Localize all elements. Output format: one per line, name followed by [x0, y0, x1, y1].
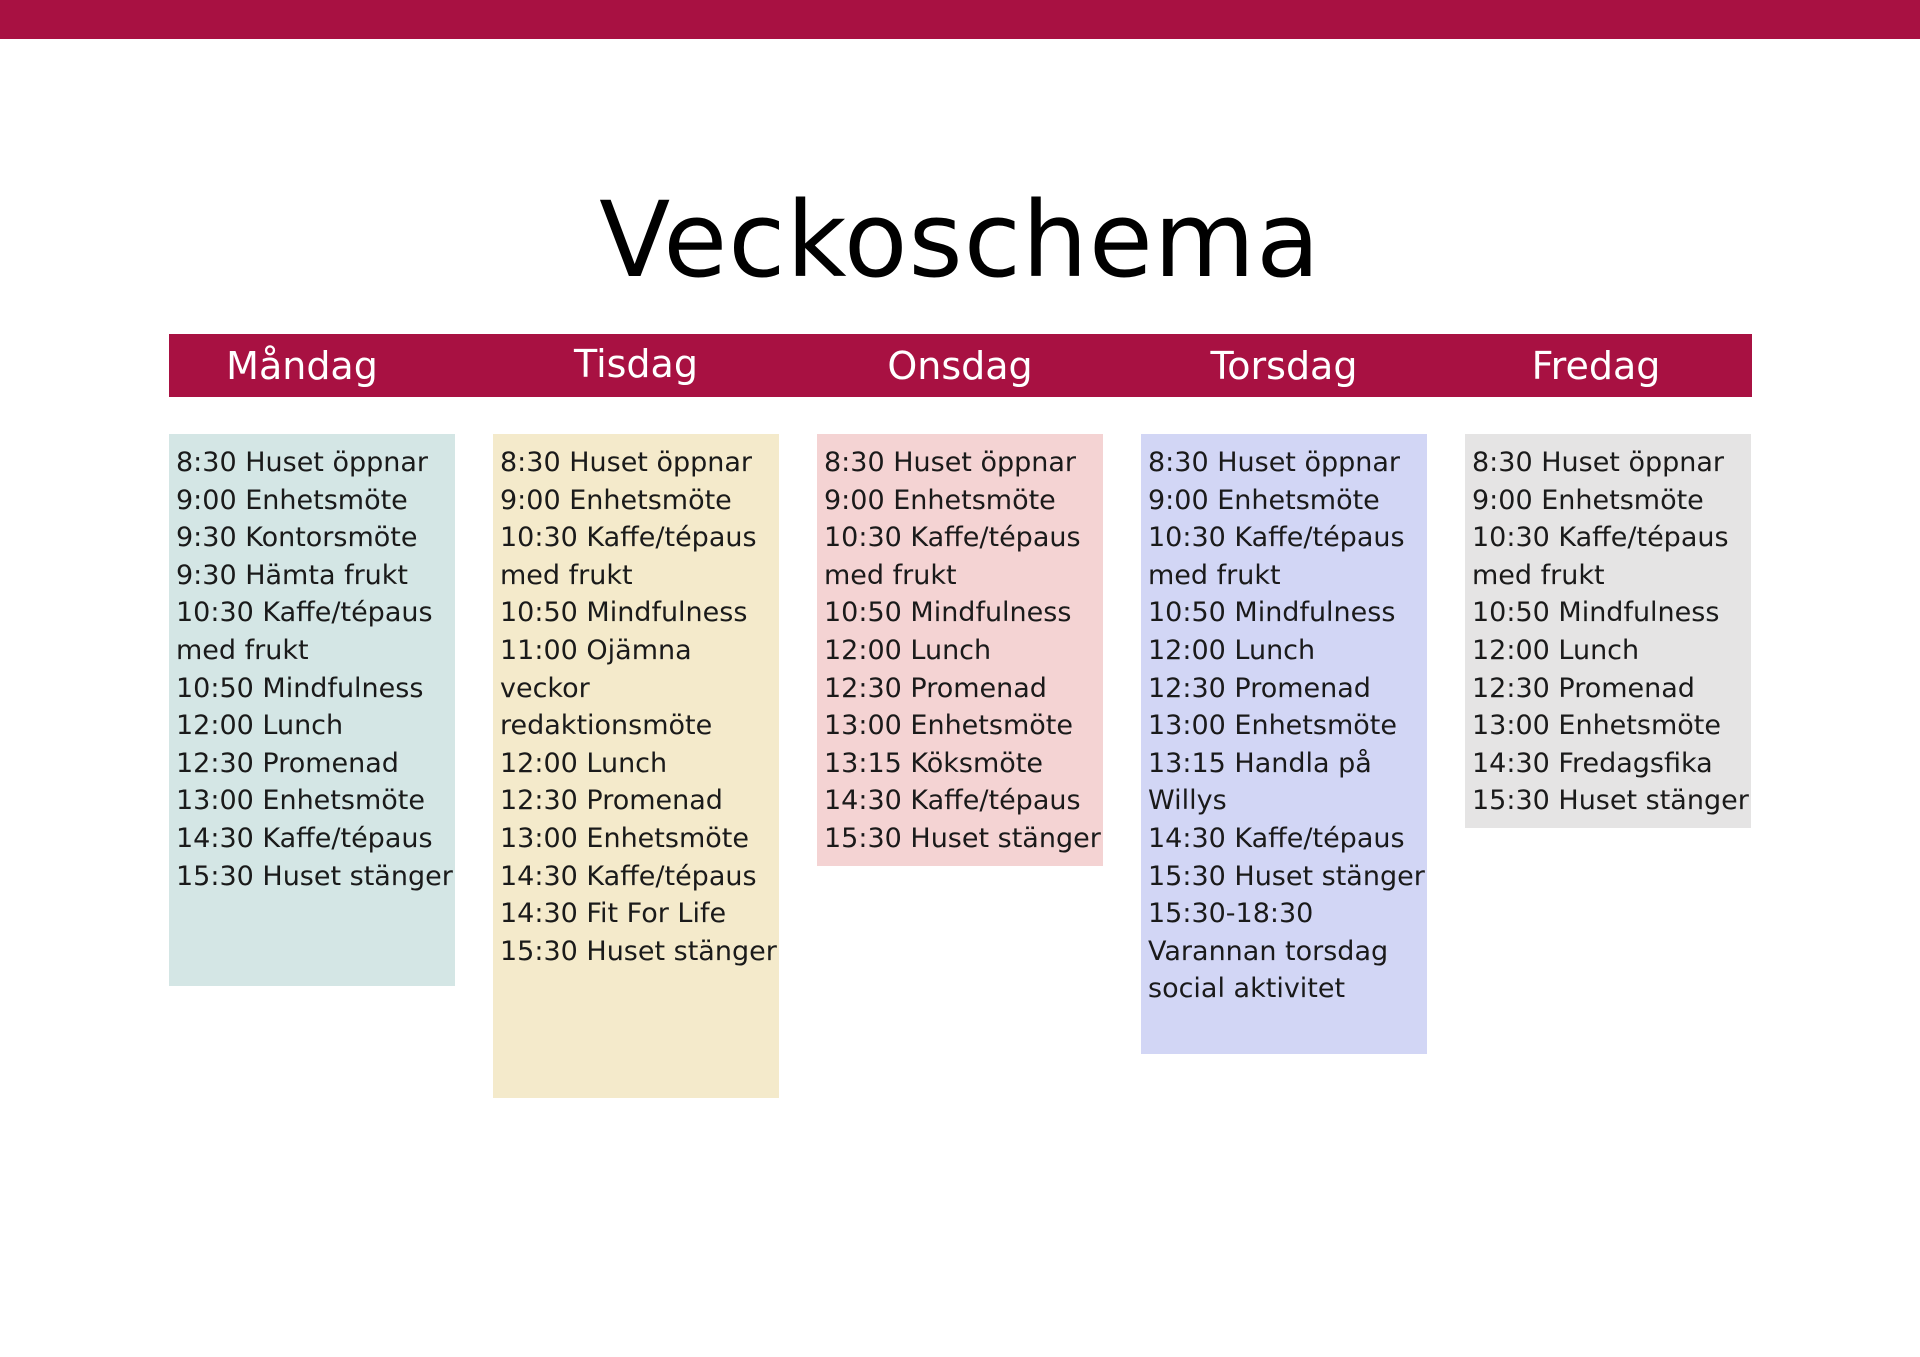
- schedule-entry: 8:30 Huset öppnar: [1148, 447, 1401, 478]
- schedule-entry: 10:50 Mindfulness: [1148, 597, 1396, 629]
- schedule-entry: 12:00 Lunch: [824, 634, 992, 666]
- schedule-entry: med frukt: [176, 634, 309, 666]
- schedule-entry: med frukt: [1148, 559, 1281, 591]
- schedule-entry: 10:30 Kaffe/tépaus: [176, 597, 433, 629]
- schedule-entry: 14:30 Kaffe/tépaus: [176, 822, 433, 854]
- schedule-entry: 8:30 Huset öppnar: [824, 447, 1077, 478]
- top-accent-bar: [0, 0, 1920, 39]
- schedule-entry: 13:15 Handla på: [1148, 747, 1372, 779]
- schedule-entry: 13:00 Enhetsmöte: [1148, 710, 1397, 742]
- schedule-entry: 10:50 Mindfulness: [176, 672, 424, 704]
- schedule-entry: 9:30 Hämta frukt: [176, 559, 409, 591]
- schedule-entry: 14:30 Fit For Life: [500, 898, 727, 930]
- day-header-thursday: Torsdag: [1210, 344, 1358, 388]
- schedule-entry: 12:30 Promenad: [176, 747, 399, 779]
- schedule-entry: 9:00 Enhetsmöte: [1472, 484, 1704, 516]
- schedule-entry: 14:30 Kaffe/tépaus: [824, 785, 1081, 817]
- schedule-entry: med frukt: [500, 559, 633, 591]
- schedule-entry: 13:00 Enhetsmöte: [176, 785, 425, 817]
- schedule-entry: 10:30 Kaffe/tépaus: [824, 522, 1081, 554]
- schedule-entry: 15:30 Huset stänger: [824, 822, 1101, 854]
- schedule-entry: 12:00 Lunch: [1472, 634, 1640, 666]
- schedule-entry: 10:30 Kaffe/tépaus: [1472, 522, 1729, 554]
- schedule-entry: 14:30 Kaffe/tépaus: [1148, 822, 1405, 854]
- schedule-entry: 14:30 Fredagsfika: [1472, 747, 1713, 779]
- schedule-entry: 14:30 Kaffe/tépaus: [500, 860, 757, 892]
- day-header-monday: Måndag: [226, 344, 378, 388]
- schedule-entry: 9:00 Enhetsmöte: [1148, 484, 1380, 516]
- schedule-entry: 15:30 Huset stänger: [500, 935, 777, 967]
- schedule-column-wednesday: [817, 434, 1103, 866]
- schedule-entry: 12:30 Promenad: [1472, 672, 1695, 704]
- schedule-entry: 12:30 Promenad: [824, 672, 1047, 704]
- schedule-entry: 10:30 Kaffe/tépaus: [1148, 522, 1405, 554]
- schedule-entry: 9:00 Enhetsmöte: [824, 484, 1056, 516]
- schedule-entry: 13:00 Enhetsmöte: [1472, 710, 1721, 742]
- schedule-column-tuesday: [493, 434, 779, 1098]
- schedule-entry: 13:00 Enhetsmöte: [824, 710, 1073, 742]
- schedule-entry: 12:30 Promenad: [500, 785, 723, 817]
- day-header-tuesday: Tisdag: [574, 342, 698, 386]
- schedule-column-friday: [1465, 434, 1751, 828]
- schedule-entry: 9:00 Enhetsmöte: [500, 484, 732, 516]
- day-header-wednesday: Onsdag: [887, 344, 1033, 388]
- schedule-entry: 12:30 Promenad: [1148, 672, 1371, 704]
- schedule-entry: 15:30 Huset stänger: [1472, 785, 1749, 817]
- schedule-entry: med frukt: [824, 559, 957, 591]
- schedule-entry: 15:30 Huset stänger: [176, 860, 453, 892]
- schedule-entry: 8:30 Huset öppnar: [176, 447, 429, 478]
- schedule-entry: med frukt: [1472, 559, 1605, 591]
- schedule-entry: social aktivitet: [1148, 973, 1346, 1005]
- schedule-entry: 12:00 Lunch: [500, 747, 668, 779]
- schedule-entry: 8:30 Huset öppnar: [500, 447, 753, 478]
- schedule-entry: 10:50 Mindfulness: [1472, 597, 1720, 629]
- page-title: Veckoschema: [599, 179, 1321, 301]
- schedule-entry: veckor: [500, 672, 590, 704]
- schedule-entry: 15:30 Huset stänger: [1148, 860, 1425, 892]
- schedule-entry: Willys: [1148, 785, 1227, 817]
- schedule-entry: 8:30 Huset öppnar: [1472, 447, 1725, 478]
- schedule-entry: 10:50 Mindfulness: [500, 597, 748, 629]
- schedule-entry: 11:00 Ojämna: [500, 634, 692, 666]
- day-header-friday: Fredag: [1531, 344, 1661, 388]
- schedule-entry: 13:00 Enhetsmöte: [500, 822, 749, 854]
- schedule-entry: 13:15 Köksmöte: [824, 747, 1043, 779]
- schedule-entry: 15:30-18:30: [1148, 898, 1314, 930]
- schedule-entry: 12:00 Lunch: [1148, 634, 1316, 666]
- schedule-entry: 10:50 Mindfulness: [824, 597, 1072, 629]
- schedule-entry: 9:00 Enhetsmöte: [176, 484, 408, 516]
- schedule-column-monday: [169, 434, 455, 986]
- schedule-column-thursday: [1141, 434, 1427, 1054]
- schedule-entry: redaktionsmöte: [500, 710, 713, 742]
- schedule-entry: Varannan torsdag: [1148, 935, 1389, 967]
- schedule-entry: 12:00 Lunch: [176, 710, 344, 742]
- schedule-entry: 10:30 Kaffe/tépaus: [500, 522, 757, 554]
- schedule-entry: 9:30 Kontorsmöte: [176, 522, 418, 554]
